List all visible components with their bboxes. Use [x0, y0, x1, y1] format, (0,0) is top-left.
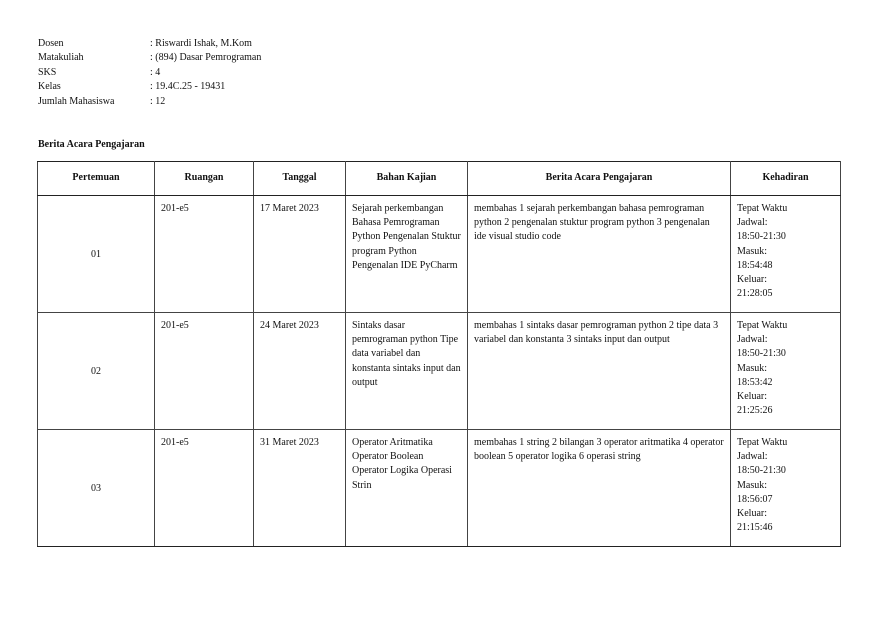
info-value: : 4	[150, 66, 161, 78]
header-tanggal: Tanggal	[254, 162, 346, 196]
kehadiran-keluar: 21:28:05	[737, 288, 773, 300]
section-title: Berita Acara Pengajaran	[38, 139, 145, 150]
info-value: : Riswardi Ishak, M.Kom	[150, 38, 252, 49]
cell-ruangan: 201-e5	[155, 313, 254, 430]
info-row-jumlah-mahasiswa	[38, 95, 261, 109]
info-row-matakuliah	[38, 51, 261, 65]
info-row-sks	[38, 66, 261, 80]
cell-kehadiran	[731, 430, 841, 547]
cell-berita-acara: membahas 1 string 2 bilangan 3 operator aritmatika 4 operator boolean 5 operator logika 6 operasi string	[468, 430, 731, 547]
info-value: : 12	[150, 95, 166, 107]
kehadiran-masuk-label: Masuk:	[737, 245, 767, 257]
info-label: SKS	[38, 66, 57, 78]
cell-ruangan: 201-e5	[155, 430, 254, 547]
kehadiran-keluar-label: Keluar:	[737, 391, 767, 403]
cell-pertemuan: 03	[38, 430, 155, 547]
info-label: Matakuliah	[38, 52, 84, 64]
kehadiran-keluar-label: Keluar:	[737, 508, 767, 520]
header-berita-acara: Berita Acara Pengajaran	[468, 162, 731, 196]
info-row-dosen	[38, 37, 261, 51]
table-row	[38, 430, 841, 547]
info-value: : (894) Dasar Pemrograman	[150, 52, 262, 64]
table-row	[38, 196, 841, 313]
berita-acara-table	[37, 161, 841, 547]
header-pertemuan: Pertemuan	[38, 162, 155, 196]
kehadiran-jadwal: 18:50-21:30	[737, 231, 786, 243]
kehadiran-status: Tepat Waktu	[737, 437, 788, 448]
table-row	[38, 313, 841, 430]
kehadiran-keluar: 21:25:26	[737, 405, 773, 417]
kehadiran-keluar: 21:15:46	[737, 522, 773, 534]
kehadiran-jadwal-label: Jadwal:	[737, 451, 768, 463]
cell-berita-acara: membahas 1 sintaks dasar pemrograman python 2 tipe data 3 variabel dan konstanta 3 sintaks input dan output	[468, 313, 731, 430]
kehadiran-masuk-label: Masuk:	[737, 362, 767, 374]
cell-ruangan: 201-e5	[155, 196, 254, 313]
cell-berita-acara: membahas 1 sejarah perkembangan bahasa pemrograman python 2 pengenalan stuktur program python 3 pengenalan ide visual studio code	[468, 196, 731, 313]
cell-tanggal: 24 Maret 2023	[254, 313, 346, 430]
kehadiran-keluar-label: Keluar:	[737, 274, 767, 286]
kehadiran-status: Tepat Waktu	[737, 320, 788, 331]
cell-kehadiran	[731, 313, 841, 430]
header-kehadiran: Kehadiran	[731, 162, 841, 196]
info-label: Jumlah Mahasiswa	[38, 95, 115, 107]
info-row-kelas	[38, 80, 261, 94]
header-bahan-kajian: Bahan Kajian	[346, 162, 468, 196]
kehadiran-jadwal: 18:50-21:30	[737, 348, 786, 360]
cell-tanggal: 31 Maret 2023	[254, 430, 346, 547]
cell-bahan-kajian: Sejarah perkembangan Bahasa Pemrograman Python Pengenalan Stuktur program Python Pengenalan IDE PyCharm	[346, 196, 468, 313]
info-value: : 19.4C.25 - 19431	[150, 81, 226, 93]
kehadiran-masuk: 18:56:07	[737, 493, 773, 505]
cell-pertemuan: 02	[38, 313, 155, 430]
kehadiran-status: Tepat Waktu	[737, 203, 788, 214]
kehadiran-jadwal-label: Jadwal:	[737, 334, 768, 346]
course-info	[38, 37, 261, 109]
table-header-row	[38, 162, 841, 196]
cell-tanggal: 17 Maret 2023	[254, 196, 346, 313]
kehadiran-jadwal-label: Jadwal:	[737, 217, 768, 229]
kehadiran-jadwal: 18:50-21:30	[737, 465, 786, 477]
info-label: Dosen	[38, 38, 64, 49]
kehadiran-masuk: 18:53:42	[737, 376, 773, 388]
kehadiran-masuk: 18:54:48	[737, 259, 773, 271]
cell-kehadiran	[731, 196, 841, 313]
cell-pertemuan: 01	[38, 196, 155, 313]
cell-bahan-kajian: Operator Aritmatika Operator Boolean Operator Logika Operasi Strin	[346, 430, 468, 547]
header-ruangan: Ruangan	[155, 162, 254, 196]
info-label: Kelas	[38, 81, 61, 93]
kehadiran-masuk-label: Masuk:	[737, 479, 767, 491]
cell-bahan-kajian: Sintaks dasar pemrograman python Tipe data variabel dan konstanta sintaks input dan output	[346, 313, 468, 430]
